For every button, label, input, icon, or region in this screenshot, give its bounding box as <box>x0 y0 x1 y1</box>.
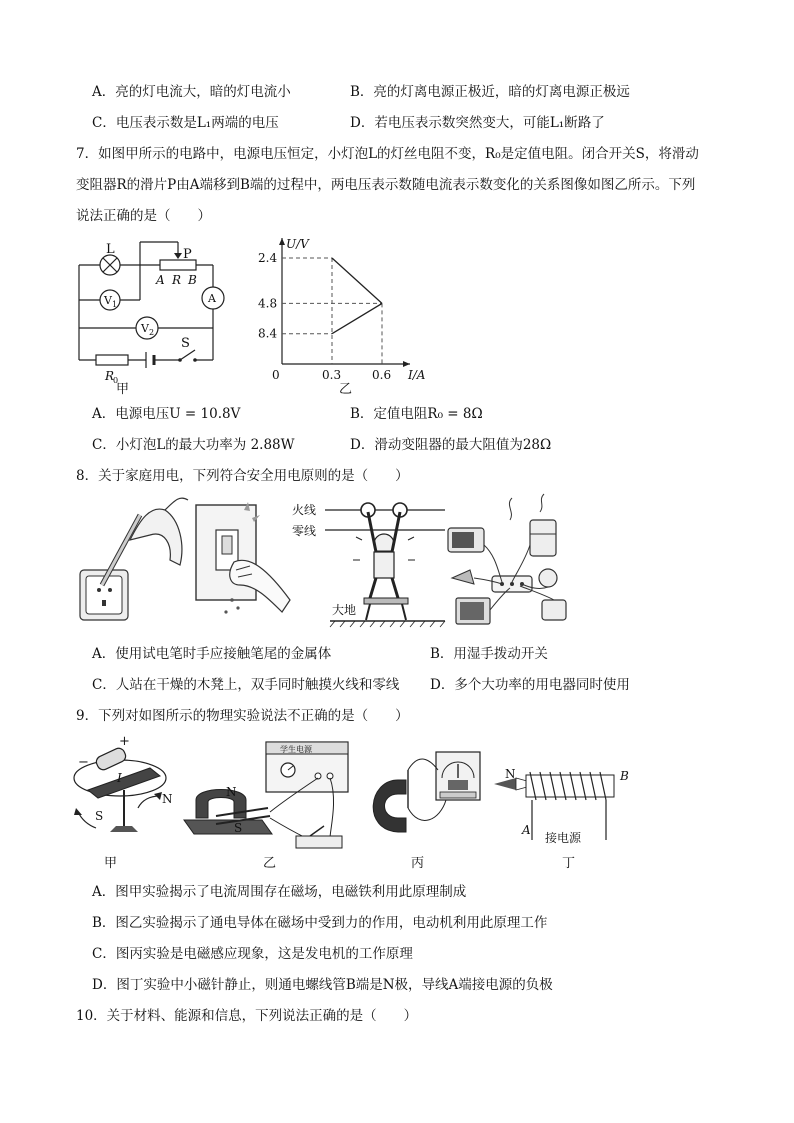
v1-sub: 1 <box>112 300 118 309</box>
q7-stem-line3: 说法正确的是（ ） <box>76 208 211 224</box>
q8-stem: 8．关于家庭用电，下列符合安全用电原则的是（ ） <box>76 468 409 484</box>
jia-minus: − <box>78 755 89 770</box>
q9-option-c: C．图丙实验是电磁感应现象，这是发电机的工作原理 <box>92 946 413 962</box>
ding-connect-label: 接电源 <box>545 831 582 845</box>
q9-fig-yi-caption: 乙 <box>263 856 277 871</box>
y-tick-label: 8.4 <box>258 326 278 341</box>
q6-option-d: D．若电压表示数突然变大，可能L₁断路了 <box>350 115 605 131</box>
q9-option-a: A．图甲实验揭示了电流周围存在磁场，电磁铁利用此原理制成 <box>92 884 467 900</box>
v2-label: V <box>141 322 149 335</box>
jia-n-label: N <box>162 792 173 806</box>
jia-s-label: S <box>95 809 104 823</box>
q9-fig-ding-caption: 丁 <box>562 856 576 871</box>
q10-stem: 10．关于材料、能源和信息，下列说法正确的是（ ） <box>76 1008 418 1024</box>
y-axis-label: U/V <box>286 237 309 251</box>
x-axis-label: I/A <box>408 368 426 382</box>
v1-label: V <box>104 294 112 307</box>
q7-option-d: D．滑动变阻器的最大阻值为28Ω <box>350 437 552 453</box>
q7-stem-line2: 变阻器R的滑片P由A端移到B端的过程中，两电压表示数随电流表示数变化的关系图像如图乙所示。下列 <box>76 177 696 193</box>
q8-option-b: B．用湿手拨动开关 <box>430 646 548 662</box>
switch-label: S <box>181 336 190 351</box>
ammeter-label: A <box>208 292 216 305</box>
ding-a-label: A <box>522 823 531 837</box>
r0-sub: 0 <box>113 376 119 385</box>
jia-plus: + <box>119 734 130 749</box>
ding-n-label: N <box>505 767 516 781</box>
fig-jia-caption-q7: 甲 <box>116 382 130 397</box>
q9-fig-jia-caption: 甲 <box>104 856 118 871</box>
q7-option-b: B．定值电阻R₀ = 8Ω <box>350 406 483 422</box>
q9-option-b: B．图乙实验揭示了通电导体在磁场中受到力的作用，电动机利用此原理工作 <box>92 915 548 931</box>
jia-current-label: I <box>117 771 122 785</box>
rheostat-end-a: A <box>156 273 165 287</box>
solenoid-illustration <box>494 772 614 840</box>
neutral-wire-label: 零线 <box>292 524 317 538</box>
x-tick-label: 0.3 <box>322 368 342 382</box>
ding-b-label: B <box>620 769 629 783</box>
v2-sub: 2 <box>149 328 155 337</box>
q9-stem: 9．下列对如图所示的物理实验说法不正确的是（ ） <box>76 708 409 724</box>
slider-label: P <box>183 247 192 262</box>
r0-label: R <box>105 369 115 383</box>
q9-fig-bing-caption: 丙 <box>411 856 425 871</box>
q7-option-c: C．小灯泡L的最大功率为 2.88W <box>92 437 295 453</box>
motor-principle-illustration <box>184 742 348 848</box>
q8-option-c: C．人站在干燥的木凳上，双手同时触摸火线和零线 <box>92 677 400 693</box>
y-tick-label: 2.4 <box>258 251 278 265</box>
yi-n-label: N <box>226 785 237 799</box>
q7-stem-line1: 7．如图甲所示的电路中，电源电压恒定，小灯泡L的灯丝电阻不变，R₀是定值电阻。闭合开关S，将滑动 <box>76 146 699 162</box>
ground-label: 大地 <box>332 603 357 617</box>
fig-yi-caption-q7: 乙 <box>339 382 353 397</box>
live-wire-label: 火线 <box>292 503 317 517</box>
q9-option-d: D．图丁实验中小磁针静止，则通电螺线管B端是N极，导线A端接电源的负极 <box>92 977 553 993</box>
lamp-label: L <box>106 242 115 257</box>
q7-option-a: A．电源电压U = 10.8V <box>92 406 241 422</box>
x-tick-label: 0.6 <box>372 368 392 382</box>
origin-label: 0 <box>272 368 280 382</box>
y-tick-label: 4.8 <box>258 296 278 311</box>
yi-s-label: S <box>234 821 243 835</box>
induction-illustration <box>373 752 480 832</box>
rheostat-end-b: B <box>188 273 197 287</box>
q6-option-c: C．电压表示数是L₁两端的电压 <box>92 115 279 131</box>
q6-option-a: A．亮的灯电流大，暗的灯电流小 <box>92 84 291 100</box>
rheostat-r: R <box>172 273 182 287</box>
q6-option-b: B．亮的灯离电源正极近，暗的灯离电源正极远 <box>350 84 630 100</box>
q8-option-a: A．使用试电笔时手应接触笔尾的金属体 <box>92 646 332 662</box>
power-supply-label: 学生电源 <box>280 745 312 754</box>
q8-option-d: D．多个大功率的用电器同时使用 <box>430 677 630 693</box>
